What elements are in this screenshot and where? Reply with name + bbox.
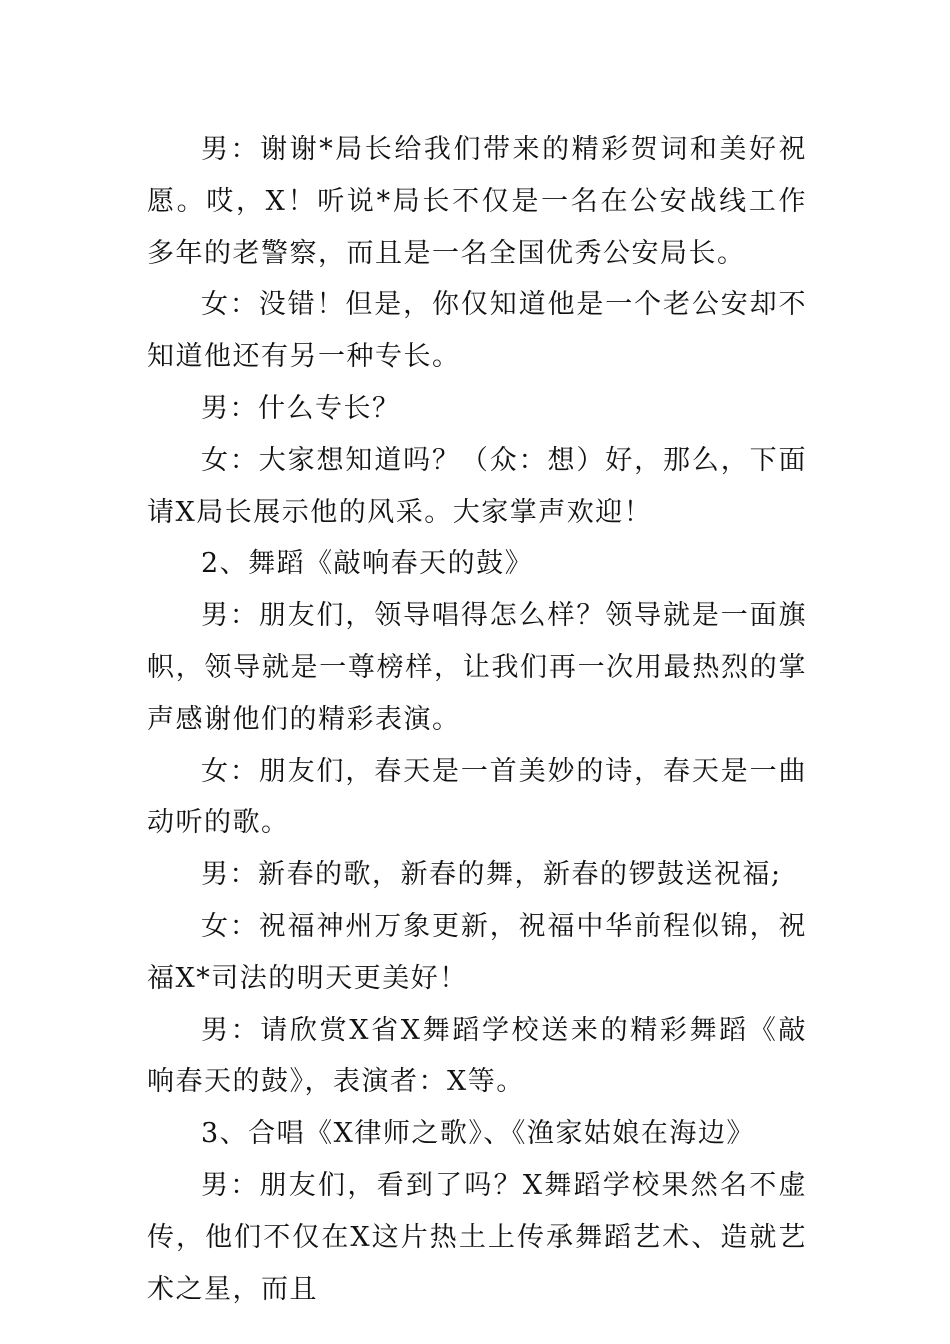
paragraph-1: 男：谢谢*局长给我们带来的精彩贺词和美好祝愿。哎，X！听说*局长不仅是一名在公安战线工作多年的老警察，而且是一名全国优秀公安局长。 [147,134,807,269]
paragraph-2: 女：没错！但是，你仅知道他是一个老公安却不知道他还有另一种专长。 [147,289,807,373]
document-body [147,124,807,1315]
paragraph-10: 男：朋友们，看到了吗？X舞蹈学校果然名不虚传，他们不仅在X这片热土上传承舞蹈艺术、造就艺术之星，而且 [147,1169,807,1305]
paragraph-4: 女：大家想知道吗？（众：想）好，那么，下面请X局长展示他的风采。大家掌声欢迎！ [147,444,807,528]
paragraph-8: 女：祝福神州万象更新，祝福中华前程似锦，祝福X*司法的明天更美好！ [147,910,807,994]
section-heading-dance: 2、舞蹈《敲响春天的鼓》 [201,548,534,580]
paragraph-6: 女：朋友们，春天是一首美妙的诗，春天是一曲动听的歌。 [147,755,807,839]
paragraph-5: 男：朋友们，领导唱得怎么样？领导就是一面旗帜，领导就是一尊榜样，让我们再一次用最热烈的掌声感谢他们的精彩表演。 [147,600,807,735]
paragraph-9: 男：请欣赏X省X舞蹈学校送来的精彩舞蹈《敲响春天的鼓》，表演者：X等。 [147,1014,807,1098]
section-heading-chorus: 3、合唱《X律师之歌》、《渔家姑娘在海边》 [201,1118,755,1150]
paragraph-3: 男：什么专长？ [201,392,401,424]
paragraph-7: 男：新春的歌，新春的舞，新春的锣鼓送祝福; [201,859,782,891]
